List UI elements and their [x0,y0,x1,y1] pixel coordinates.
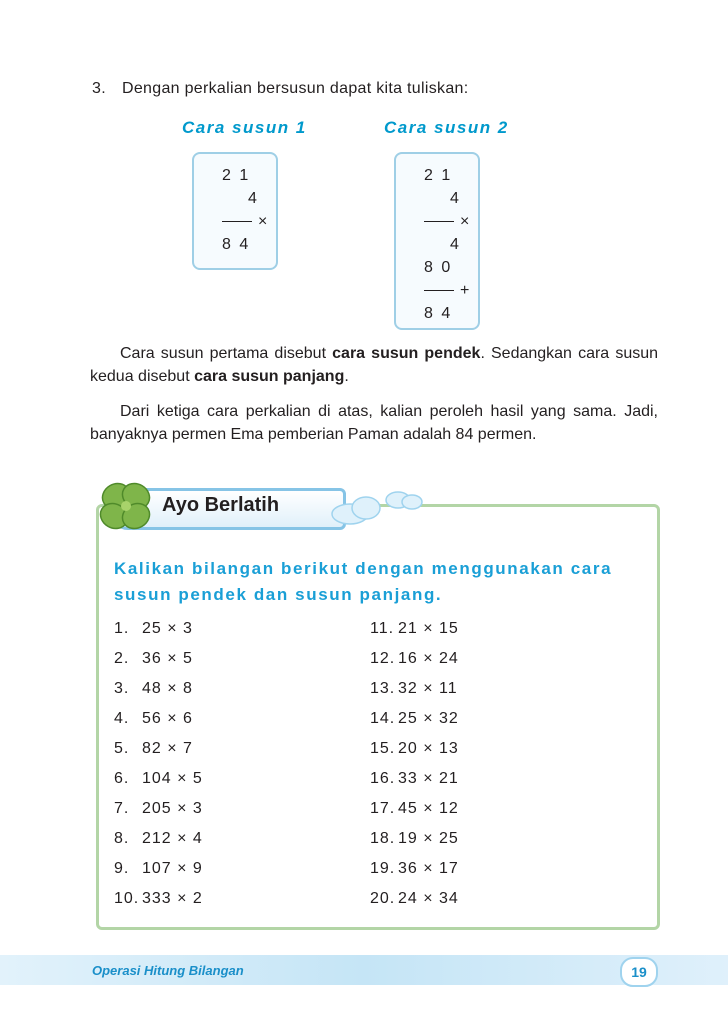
exercise-item: 18. 19 × 25 [370,830,459,847]
calc-row: 8 4 [424,305,453,322]
cloud-icon [320,488,430,533]
exercise-right-column [370,620,459,920]
calc-row: 2 1 [424,167,453,184]
times-sign: × [460,213,472,230]
exercise-item: 6. 104 × 5 [114,770,203,787]
exercise-item: 2. 36 × 5 [114,650,193,667]
exercise-item: 19. 36 × 17 [370,860,459,877]
practice-instruction: Kalikan bilangan berikut dengan menggunakan cara susun pendek dan susun panjang. [114,559,613,604]
exercise-item: 16. 33 × 21 [370,770,459,787]
clover-leaf-icon [96,478,156,541]
text: Cara susun pertama disebut [120,345,333,362]
calc-row: 2 1 [222,167,251,184]
intro-line [92,80,468,98]
exercise-item: 1. 25 × 3 [114,620,193,637]
calc-row: 4 [248,190,259,207]
method-2-calc [424,164,471,325]
exercise-item: 15. 20 × 13 [370,740,459,757]
page-number: 19 [620,957,658,987]
text: Dari ketiga cara perkalian di atas, kalian peroleh hasil yang sama. Jadi, banyaknya permen Ema pemberian Paman adalah 84 permen. [90,403,658,443]
exercise-item: 12. 16 × 24 [370,650,459,667]
text: . Sedangkan cara susun kedua disebut [90,345,659,385]
divider [222,221,252,222]
bold-term: cara susun pendek [332,345,481,362]
footer-title: Operasi Hitung Bilangan [92,963,244,978]
intro-text: Dengan perkalian bersusun dapat kita tuliskan: [122,80,469,97]
exercise-item: 4. 56 × 6 [114,710,193,727]
calc-row: 8 4 [222,236,251,253]
method-2-title: Cara susun 2 [384,118,509,137]
exercise-left-column [114,620,203,920]
bold-term: cara susun panjang [194,368,345,385]
exercise-item: 11. 21 × 15 [370,620,459,637]
divider [424,221,454,222]
practice-title: Ayo Berlatih [162,494,280,516]
calc-rule [424,210,471,233]
exercise-item: 20. 24 × 34 [370,890,459,907]
calc-rule [424,279,471,302]
method-1-title: Cara susun 1 [182,118,307,137]
explanation-paragraph [90,342,658,388]
calc-row: 4 [450,190,461,207]
plus-sign: + [460,282,472,299]
exercise-item: 5. 82 × 7 [114,740,193,757]
text: . [344,368,349,385]
divider [424,290,454,291]
exercise-item: 13. 32 × 11 [370,680,458,697]
conclusion-paragraph [90,400,658,446]
exercise-item: 17. 45 × 12 [370,800,459,817]
calc-rule [222,210,269,233]
exercise-item: 10. 333 × 2 [114,890,203,907]
exercise-item: 7. 205 × 3 [114,800,203,817]
exercise-item: 8. 212 × 4 [114,830,203,847]
exercise-item: 14. 25 × 32 [370,710,459,727]
calc-row: 4 [450,236,461,253]
exercise-item: 3. 48 × 8 [114,680,193,697]
item-number: 3. [92,80,106,97]
calc-row: 8 0 [424,259,453,276]
method-1-calc [222,164,269,256]
exercise-item: 9. 107 × 9 [114,860,203,877]
times-sign: × [258,213,270,230]
